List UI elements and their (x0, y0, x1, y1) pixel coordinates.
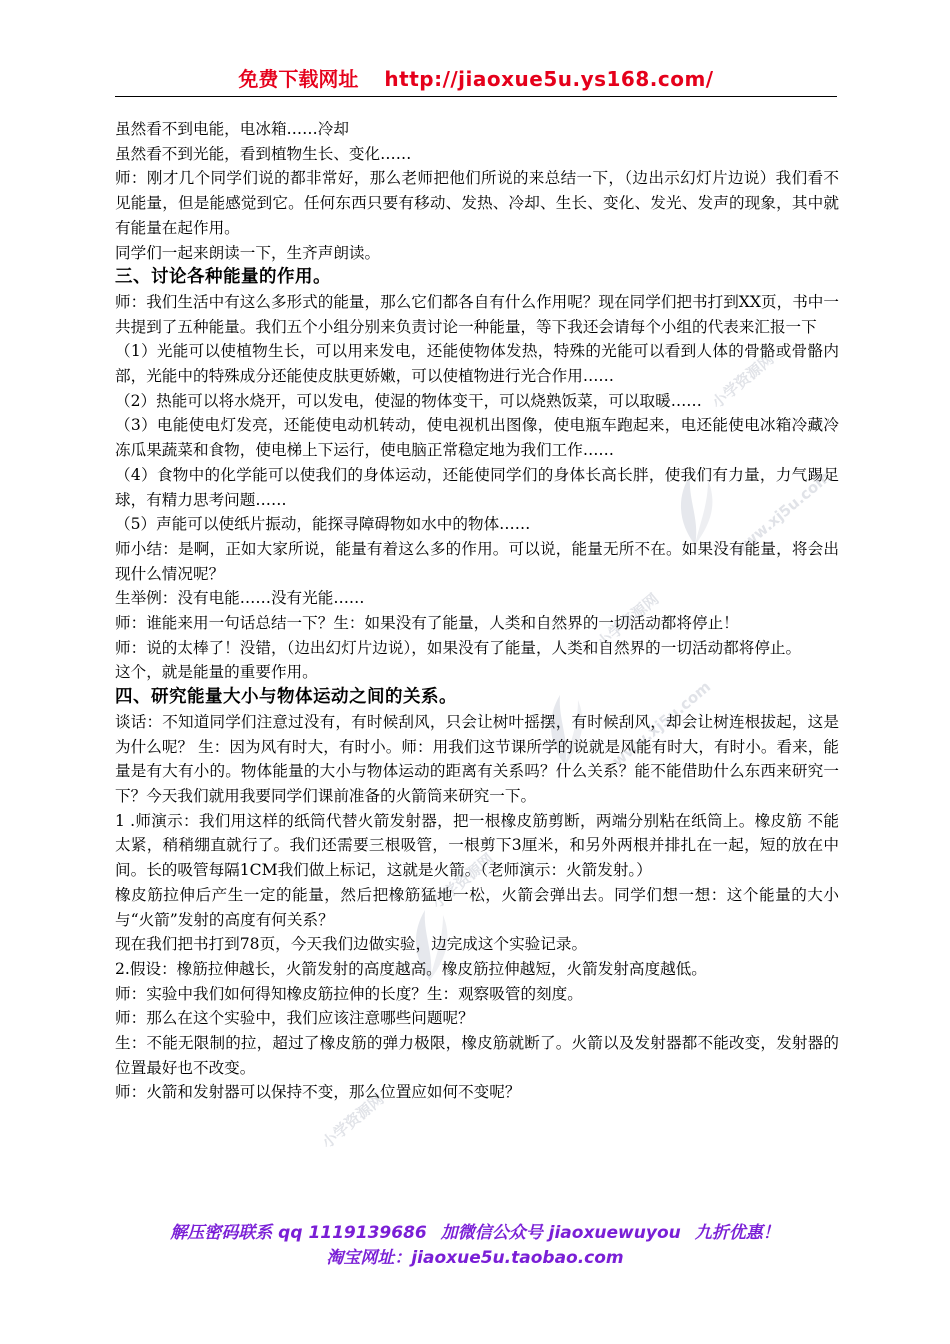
footer-shop-link[interactable]: 淘宝网址：jiaoxue5u.taobao.com (326, 1248, 624, 1268)
paragraph: 师：实验中我们如何得知橡皮筋拉伸的长度？生：观察吸管的刻度。 (115, 984, 583, 1003)
paragraph: 生举例：没有电能……没有光能…… (115, 589, 365, 608)
paragraph: 1 .师演示：我们用这样的纸筒代替火箭发射器，把一根橡皮筋剪断，两端分别粘在纸筒上。橡皮筋 不能太紧，稍稍绷直就行了。我们还需要三根吸管，一根剪下3厘米，和另外两根并排扎在一起，短的放在中间。长的吸管每隔1CM我们做上标记，这就是火箭。（老师演示：火箭发射。） (115, 811, 839, 880)
paragraph: 师：火箭和发射器可以保持不变，那么位置应如何不变呢？ (115, 1083, 521, 1102)
paragraph: 虽然看不到光能，看到植物生长、变化…… (115, 144, 412, 163)
paragraph: 师：谁能来用一句话总结一下？生：如果没有了能量，人类和自然界的一切活动都将停止！ (115, 614, 739, 633)
paragraph: 师：说的太棒了！没错，（边出幻灯片边说），如果没有了能量，人类和自然界的一切活动都将停止。 (115, 638, 802, 657)
paragraph: 师：刚才几个同学们说的都非常好，那么老师把他们所说的来总结一下，（边出示幻灯片边说）我们看不见能量，但是能感觉到它。任何东西只要有移动、发热、冷却、生长、变化、发光、发声的现象，其中就有能量在起作用。 (115, 169, 839, 237)
watermark-text: 小学资源网 (428, 849, 498, 912)
paragraph: 2.假设：橡筋拉伸越长，火箭发射的高度越高。橡皮筋拉伸越短，火箭发射高度越低。 (115, 959, 707, 978)
paragraph: 这个，就是能量的重要作用。 (115, 663, 318, 682)
header-url-link[interactable]: http://jiaoxue5u.ys168.com/ (384, 67, 714, 91)
footer-wechat: 加微信公众号 jiaoxuewuyou (440, 1223, 681, 1243)
paragraph: 同学们一起来朗读一下，生齐声朗读。 (115, 243, 381, 262)
paragraph: 生：不能无限制的拉，超过了橡皮筋的弹力极限，橡皮筋就断了。火箭以及发射器都不能改变，发射器的位置最好也不改变。 (115, 1034, 839, 1077)
paragraph: （3）电能使电灯发亮，还能使电动机转动，使电视机出图像，使电瓶车跑起来，电还能使电冰箱冷藏冷冻瓜果蔬菜和食物，使电梯上下运行，使电脑正常稳定地为我们工作…… (115, 416, 839, 460)
paragraph: 师：我们生活中有这么多形式的能量，那么它们都各自有什么作用呢？现在同学们把书打到XX页，书中一共提到了五种能量。我们五个小组分别来负责讨论一种能量，等下我还会请每个小组的代表来汇报一下 (115, 292, 839, 336)
watermark-text: 小学资源网 (318, 1089, 388, 1152)
watermark-text: www.xj5u.com (728, 467, 835, 561)
watermark-text: www.xj5u.com (608, 677, 715, 771)
section-heading-3: 三、讨论各种能量的作用。 (115, 267, 331, 288)
paragraph: 谈话：不知道同学们注意过没有，有时候刮风，只会让树叶摇摆，有时候刮风，却会让树连根拔起，这是为什么呢？ 生：因为风有时大，有时小。师：用我们这节课所学的说就是风能有时大，有时小。看来，能量是有大有小的。物体能量的大小与物体运动的距离有关系吗？什么关系？能不能借助什么东西来研究一下？今天我们就用我要同学们课前准备的火箭筒来研究一下。 (115, 712, 839, 805)
paragraph: 师：那么在这个实验中，我们应该注意哪些问题呢？ (115, 1009, 474, 1028)
footer-shop-line (0, 1243, 950, 1268)
paragraph: （1）光能可以使植物生长，可以用来发电，还能使物体发热，特殊的光能可以看到人体的骨骼或骨骼内部，光能中的特殊成分还能使皮肤更娇嫩，可以使植物进行光合作用…… (115, 342, 839, 386)
paragraph: 橡皮筋拉伸后产生一定的能量，然后把橡筋猛地一松，火箭会弹出去。同学们想一想：这个能量的大小与“火箭”发射的高度有何关系？ (115, 885, 839, 929)
watermark-text: 小学资源网 (593, 589, 663, 652)
paragraph: 虽然看不到电能，电冰箱……冷却 (115, 120, 349, 138)
paragraph: （5）声能可以使纸片振动，能探寻障碍物如水中的物体…… (115, 515, 531, 534)
document-body (115, 117, 839, 1105)
footer-discount: 九折优惠！ (694, 1223, 780, 1243)
paragraph: 师小结：是啊，正如大家所说，能量有着这么多的作用。可以说，能量无所不在。如果没有能量，将会出现什么情况呢？ (115, 539, 839, 583)
paragraph: （4）食物中的化学能可以使我们的身体运动，还能使同学们的身体长高长胖，使我们有力量，力气踢足球，有精力思考问题…… (115, 465, 839, 509)
page-header (115, 62, 837, 97)
paragraph: （2）热能可以将水烧开，可以发电，使湿的物体变干，可以烧熟饭菜，可以取暖…… (115, 391, 702, 410)
header-label: 免费下载网址 (238, 67, 359, 91)
watermark-text: 小学资源网 (708, 349, 778, 412)
paragraph: 现在我们把书打到78页，今天我们边做实验，边完成这个实验记录。 (115, 935, 588, 954)
footer-contact: 解压密码联系 qq 1119139686 (170, 1223, 427, 1243)
section-heading-4: 四、研究能量大小与物体运动之间的关系。 (115, 687, 457, 708)
footer-contact-line (0, 1218, 950, 1243)
